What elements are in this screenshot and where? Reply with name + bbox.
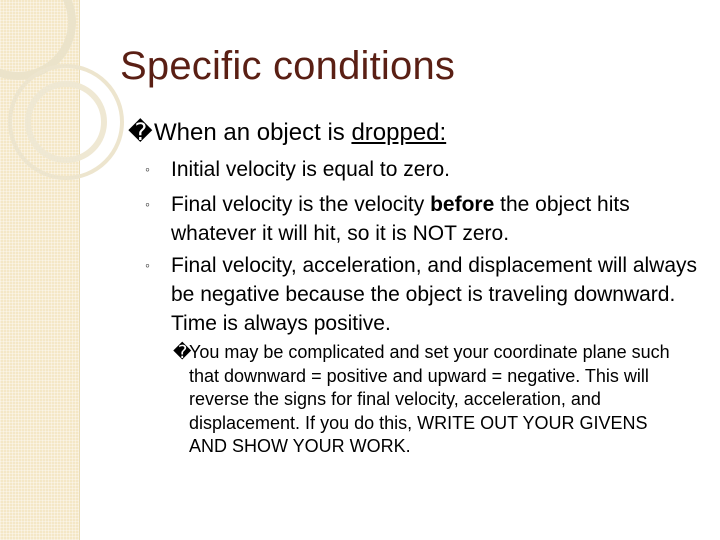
sub-point-3-text: Final velocity, acceleration, and displacement will always be negative because the object is traveling downward. Time is always positive. bbox=[171, 254, 698, 335]
note-point bbox=[173, 341, 693, 459]
note-bullet: � bbox=[173, 342, 192, 362]
sub-point-2-text-before: Final velocity is the velocity bbox=[171, 193, 431, 216]
sub-point-2-bullet: ◦ bbox=[145, 196, 150, 212]
sub-point-2-text-after: the object hits whatever it will hit, so it is NOT zero. bbox=[171, 193, 630, 245]
sub-point-1-text: Initial velocity is equal to zero. bbox=[171, 158, 450, 181]
note-text: You may be complicated and set your coordinate plane such that downward = positive and upward = negative. This will reverse the signs for final velocity, acceleration, and displacement. If you do this, WRITE OUT YOUR GIVENS AND SHOW YOUR WORK. bbox=[189, 342, 670, 456]
slide-title: Specific conditions bbox=[120, 44, 456, 88]
sub-point-2-bold-text: before bbox=[430, 193, 495, 216]
main-point-underlined-text: dropped: bbox=[351, 119, 447, 146]
sub-point-2-text bbox=[171, 190, 701, 248]
sub-point-3 bbox=[145, 251, 701, 338]
sub-point-3-bullet: ◦ bbox=[145, 257, 150, 273]
sub-point-1 bbox=[145, 155, 701, 184]
sub-point-2 bbox=[145, 190, 701, 248]
main-point bbox=[128, 118, 446, 147]
sub-point-1-bullet: ◦ bbox=[145, 161, 150, 177]
main-point-text: When an object is bbox=[154, 119, 352, 146]
main-point-bullet: � bbox=[128, 119, 153, 146]
